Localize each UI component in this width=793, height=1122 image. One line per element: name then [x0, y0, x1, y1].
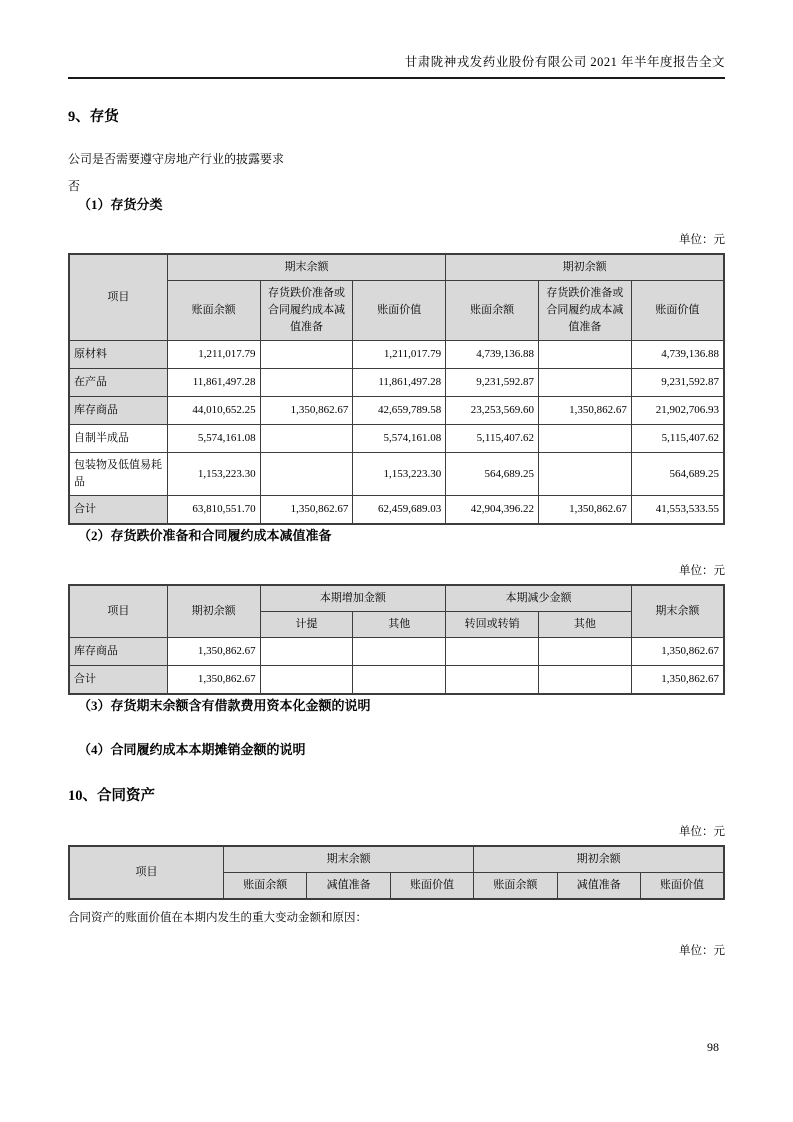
t2-subcol-header: 计提 — [260, 612, 353, 638]
value-cell: 1,350,862.67 — [260, 496, 353, 524]
table-row — [69, 638, 724, 666]
row-label-cell: 合计 — [69, 666, 167, 694]
t3-subcol-header: 账面价值 — [640, 872, 724, 899]
disclosure-question: 公司是否需要遵守房地产行业的披露要求 — [68, 152, 285, 166]
t3-ending-group-header: 期末余额 — [224, 846, 474, 873]
value-cell — [539, 666, 632, 694]
value-cell — [260, 453, 353, 496]
subsection-heading-classification: （1）存货分类 — [78, 197, 163, 213]
value-cell: 4,739,136.88 — [446, 341, 539, 369]
value-cell: 62,459,689.03 — [353, 496, 446, 524]
row-label-cell: 在产品 — [69, 369, 167, 397]
unit-label-3: 单位：元 — [679, 825, 725, 838]
row-label-cell: 原材料 — [69, 341, 167, 369]
value-cell — [260, 425, 353, 453]
inventory-provision-table — [68, 584, 725, 695]
value-cell: 5,115,407.62 — [446, 425, 539, 453]
value-cell: 1,211,017.79 — [353, 341, 446, 369]
section-heading-inventory: 9、存货 — [68, 109, 119, 125]
t2-subcol-header: 其他 — [353, 612, 446, 638]
value-cell — [260, 369, 353, 397]
row-label-cell: 包装物及低值易耗品 — [69, 453, 167, 496]
value-cell: 1,350,862.67 — [260, 397, 353, 425]
table-row — [69, 369, 724, 397]
t2-ending-header: 期末余额 — [631, 585, 724, 638]
value-cell — [539, 425, 632, 453]
value-cell: 564,689.25 — [631, 453, 724, 496]
value-cell — [353, 638, 446, 666]
t1-subcol-header: 存货跌价准备或合同履约成本减值准备 — [539, 281, 632, 341]
contract-assets-table — [68, 845, 725, 900]
t2-group-header-row — [69, 585, 724, 612]
note-3-heading: （3）存货期末余额含有借款费用资本化金额的说明 — [78, 697, 371, 713]
value-cell: 23,253,569.60 — [446, 397, 539, 425]
t3-group-header-row — [69, 846, 724, 873]
t3-subcol-header: 减值准备 — [557, 872, 640, 899]
value-cell: 1,350,862.67 — [539, 397, 632, 425]
value-cell: 1,350,862.67 — [167, 638, 260, 666]
t1-item-column-header: 项目 — [69, 254, 167, 341]
unit-label-2: 单位：元 — [679, 564, 725, 577]
table-row — [69, 453, 724, 496]
note-4-heading: （4）合同履约成本本期摊销金额的说明 — [78, 741, 306, 757]
t2-decrease-group-header: 本期减少金额 — [446, 585, 632, 612]
value-cell: 1,211,017.79 — [167, 341, 260, 369]
document-header — [68, 0, 725, 79]
unit-label-1: 单位：元 — [679, 234, 725, 247]
value-cell — [260, 638, 353, 666]
t1-subcol-header: 账面价值 — [631, 281, 724, 341]
value-cell: 63,810,551.70 — [167, 496, 260, 524]
value-cell: 564,689.25 — [446, 453, 539, 496]
value-cell: 1,350,862.67 — [631, 638, 724, 666]
value-cell — [539, 369, 632, 397]
value-cell: 1,350,862.67 — [539, 496, 632, 524]
t1-subcol-header: 存货跌价准备或合同履约成本减值准备 — [260, 281, 353, 341]
value-cell — [539, 341, 632, 369]
t3-subcol-header: 减值准备 — [307, 872, 390, 899]
t2-increase-group-header: 本期增加金额 — [260, 585, 446, 612]
table-row-total — [69, 496, 724, 524]
value-cell: 11,861,497.28 — [353, 369, 446, 397]
t1-subcol-header-row — [69, 281, 724, 341]
document-header-title: 甘肃陇神戎发药业股份有限公司 2021 年半年度报告全文 — [404, 55, 725, 69]
value-cell: 9,231,592.87 — [446, 369, 539, 397]
section-heading-contract-assets: 10、合同资产 — [68, 787, 155, 804]
t2-subcol-header: 其他 — [539, 612, 632, 638]
t3-subcol-header: 账面价值 — [390, 872, 473, 899]
page-number: 98 — [707, 1040, 719, 1054]
table-row-total — [69, 666, 724, 694]
value-cell — [539, 638, 632, 666]
value-cell: 42,904,396.22 — [446, 496, 539, 524]
row-label-cell: 库存商品 — [69, 397, 167, 425]
value-cell: 5,574,161.08 — [353, 425, 446, 453]
value-cell: 1,153,223.30 — [167, 453, 260, 496]
row-label-cell: 库存商品 — [69, 638, 167, 666]
t2-beginning-header: 期初余额 — [167, 585, 260, 638]
table-row — [69, 341, 724, 369]
t2-subcol-header: 转回或转销 — [446, 612, 539, 638]
value-cell — [446, 638, 539, 666]
t1-ending-group-header: 期末余额 — [167, 254, 445, 281]
t3-subcol-header: 账面余额 — [474, 872, 557, 899]
t2-item-column-header: 项目 — [69, 585, 167, 638]
subsection-heading-provision: （2）存货跌价准备和合同履约成本减值准备 — [78, 527, 332, 543]
value-cell: 41,553,533.55 — [631, 496, 724, 524]
table-row — [69, 397, 724, 425]
value-cell: 9,231,592.87 — [631, 369, 724, 397]
value-cell: 44,010,652.25 — [167, 397, 260, 425]
value-cell — [353, 666, 446, 694]
unit-label-4: 单位：元 — [679, 944, 725, 957]
value-cell: 5,574,161.08 — [167, 425, 260, 453]
value-cell — [539, 453, 632, 496]
t1-subcol-header: 账面余额 — [167, 281, 260, 341]
row-label-cell: 合计 — [69, 496, 167, 524]
table-row — [69, 425, 724, 453]
t3-beginning-group-header: 期初余额 — [474, 846, 724, 873]
value-cell: 11,861,497.28 — [167, 369, 260, 397]
t3-subcol-header: 账面余额 — [224, 872, 307, 899]
contract-assets-note: 合同资产的账面价值在本期内发生的重大变动金额和原因： — [68, 911, 367, 924]
value-cell: 42,659,789.58 — [353, 397, 446, 425]
disclosure-answer: 否 — [68, 178, 81, 193]
t1-group-header-row — [69, 254, 724, 281]
inventory-classification-table — [68, 253, 725, 525]
value-cell — [446, 666, 539, 694]
value-cell — [260, 666, 353, 694]
value-cell: 5,115,407.62 — [631, 425, 724, 453]
t1-beginning-group-header: 期初余额 — [446, 254, 724, 281]
value-cell: 1,350,862.67 — [167, 666, 260, 694]
t1-subcol-header: 账面价值 — [353, 281, 446, 341]
t1-subcol-header: 账面余额 — [446, 281, 539, 341]
value-cell: 4,739,136.88 — [631, 341, 724, 369]
t3-item-column-header: 项目 — [69, 846, 224, 899]
value-cell: 1,153,223.30 — [353, 453, 446, 496]
value-cell — [260, 341, 353, 369]
value-cell: 21,902,706.93 — [631, 397, 724, 425]
row-label-cell: 自制半成品 — [69, 425, 167, 453]
value-cell: 1,350,862.67 — [631, 666, 724, 694]
